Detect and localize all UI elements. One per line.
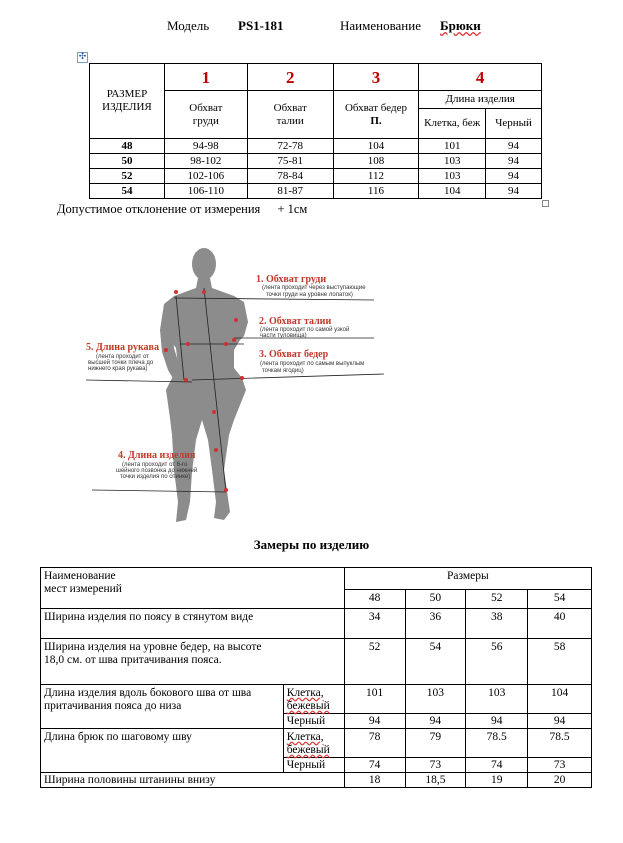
chest-cell: 106-110 xyxy=(164,184,247,199)
col-chest: Обхват груди xyxy=(164,91,247,139)
value-cell: 74 xyxy=(344,758,405,773)
chest-cell: 102-106 xyxy=(164,169,247,184)
measurement-diagram xyxy=(84,240,394,530)
note-hips-2: точкам ягодиц) xyxy=(262,368,304,374)
label-length: 4. Длина изделия xyxy=(118,450,196,461)
note-sleeve-3: нижнего края рукава) xyxy=(88,366,148,372)
value-cell: 54 xyxy=(405,639,466,685)
model-value: PS1-181 xyxy=(238,18,284,33)
size-header: РАЗМЕР ИЗДЕЛИЯ xyxy=(90,64,165,139)
name-label: Наименование xyxy=(340,18,421,33)
table-row xyxy=(90,184,542,199)
hip-width-label-text: Ширина изделия на уровне бедер, на высоте 18,0 см. от шва притачивания пояса. xyxy=(44,641,262,666)
value-cell: 58 xyxy=(528,639,592,685)
model-label: Модель xyxy=(167,18,210,33)
hip-width-label xyxy=(41,639,345,685)
note-sleeve-1: (лента проходит от xyxy=(96,354,150,360)
check-length-cell: 103 xyxy=(419,169,486,184)
check-length-cell: 101 xyxy=(419,139,486,154)
label-waist: 2. Обхват талии xyxy=(259,316,332,327)
note-chest-1: (лента проходит через выступающие xyxy=(262,285,366,291)
hips-cell: 112 xyxy=(333,169,419,184)
size-header-cell: 50 xyxy=(405,590,466,609)
note-sleeve-2: высшей точки плеча до xyxy=(88,360,154,366)
value-cell: 18 xyxy=(344,773,405,788)
value-cell: 73 xyxy=(528,758,592,773)
value-cell: 56 xyxy=(466,639,528,685)
table-row xyxy=(90,169,542,184)
label-chest: 1. Обхват груди xyxy=(256,274,327,285)
value-cell: 38 xyxy=(466,609,528,639)
check-length-cell: 104 xyxy=(419,184,486,199)
label-hips: 3. Обхват бедер xyxy=(259,349,329,360)
variant-label-check xyxy=(283,685,344,714)
note-length-2: шейного позвонка до нижней xyxy=(116,468,198,474)
value-cell: 94 xyxy=(528,714,592,729)
size-table xyxy=(89,63,542,199)
value-cell: 40 xyxy=(528,609,592,639)
black-length-cell: 94 xyxy=(486,154,542,169)
sizes-header: Размеры xyxy=(344,568,591,590)
col-hips-abbr: П. xyxy=(370,114,382,127)
name-column-header xyxy=(41,568,345,609)
inseam-label: Длина брюк по шаговому шву xyxy=(41,729,284,773)
size-cell: 52 xyxy=(90,169,165,184)
table-move-handle-icon[interactable]: ✣ xyxy=(78,52,87,62)
col-number-1: 1 xyxy=(164,64,247,91)
belt-width-label xyxy=(41,609,345,639)
side-length-label: Длина изделия вдоль бокового шва от шва притачивания пояса до низа xyxy=(41,685,284,729)
table-row xyxy=(41,729,592,758)
tolerance-text: Допустимое отклонение от измерения xyxy=(57,202,261,216)
chest-cell: 94-98 xyxy=(164,139,247,154)
size-cell: 50 xyxy=(90,154,165,169)
value-cell: 34 xyxy=(344,609,405,639)
value-cell: 36 xyxy=(405,609,466,639)
note-hips-1: (лента проходит по самым выпуклым xyxy=(260,361,365,367)
value-cell: 74 xyxy=(466,758,528,773)
waist-cell: 72-78 xyxy=(247,139,333,154)
variant-label-check-text: Клетка, бежевый xyxy=(286,687,330,712)
table-row xyxy=(41,685,592,714)
col-hips-label: Обхват бедер xyxy=(344,101,407,114)
note-length-1: (лента проходит от 6-го xyxy=(122,462,188,468)
col-length-check: Клетка, беж xyxy=(419,109,486,139)
variant-label-check xyxy=(283,729,344,758)
value-cell: 18,5 xyxy=(405,773,466,788)
value-cell: 78.5 xyxy=(528,729,592,758)
value-cell: 78 xyxy=(344,729,405,758)
belt-width-label-text: Ширина изделия по поясу в стянутом виде xyxy=(44,611,254,623)
value-cell: 101 xyxy=(344,685,405,714)
waist-cell: 75-81 xyxy=(247,154,333,169)
leg-width-label: Ширина половины штанины внизу xyxy=(41,773,345,788)
measurements-table xyxy=(40,567,592,788)
hips-cell: 104 xyxy=(333,139,419,154)
black-length-cell: 94 xyxy=(486,139,542,154)
table-row xyxy=(41,773,592,788)
variant-label-black: Черный xyxy=(283,714,344,729)
size-cell: 54 xyxy=(90,184,165,199)
col-length-black: Черный xyxy=(486,109,542,139)
black-length-cell: 94 xyxy=(486,184,542,199)
chest-cell: 98-102 xyxy=(164,154,247,169)
name-column-header-line2: мест измерений xyxy=(44,583,122,595)
variant-label-black: Черный xyxy=(283,758,344,773)
hips-cell: 108 xyxy=(333,154,419,169)
label-sleeve: 5. Длина рукава xyxy=(86,342,159,353)
check-length-cell: 103 xyxy=(419,154,486,169)
size-header-cell: 48 xyxy=(344,590,405,609)
value-cell: 103 xyxy=(466,685,528,714)
value-cell: 52 xyxy=(344,639,405,685)
waist-cell: 78-84 xyxy=(247,169,333,184)
value-cell: 94 xyxy=(466,714,528,729)
value-cell: 20 xyxy=(528,773,592,788)
variant-label-check-text: Клетка, бежевый xyxy=(286,731,330,756)
name-value: Брюки xyxy=(440,18,481,33)
value-cell: 103 xyxy=(405,685,466,714)
note-chest-2: точки груди на уровне лопаток) xyxy=(266,292,353,298)
table-row xyxy=(41,609,592,639)
tolerance-note xyxy=(57,202,307,217)
size-header-cell: 54 xyxy=(528,590,592,609)
note-waist-2: части туловища) xyxy=(260,333,307,339)
table-resize-handle[interactable] xyxy=(542,200,549,207)
waist-cell: 81-87 xyxy=(247,184,333,199)
col-waist: Обхват талии xyxy=(247,91,333,139)
measurements-title: Замеры по изделию xyxy=(253,537,370,552)
value-cell: 19 xyxy=(466,773,528,788)
size-cell: 48 xyxy=(90,139,165,154)
black-length-cell: 94 xyxy=(486,169,542,184)
value-cell: 78.5 xyxy=(466,729,528,758)
note-length-3: точки изделия по спинке) xyxy=(120,474,191,480)
table-row xyxy=(90,139,542,154)
col-number-3: 3 xyxy=(333,64,419,91)
table-row xyxy=(90,154,542,169)
name-column-header-line1: Наименование xyxy=(44,570,116,582)
size-header-cell: 52 xyxy=(466,590,528,609)
hips-cell: 116 xyxy=(333,184,419,199)
value-cell: 94 xyxy=(344,714,405,729)
col-hips xyxy=(333,91,419,139)
table-row xyxy=(41,639,592,685)
note-waist-1: (лента проходит по самой узкой xyxy=(260,327,350,333)
col-number-2: 2 xyxy=(247,64,333,91)
value-cell: 94 xyxy=(405,714,466,729)
col-number-4: 4 xyxy=(419,64,542,91)
value-cell: 73 xyxy=(405,758,466,773)
tolerance-value: + 1см xyxy=(277,202,308,216)
value-cell: 104 xyxy=(528,685,592,714)
col-length: Длина изделия xyxy=(419,91,542,109)
value-cell: 79 xyxy=(405,729,466,758)
